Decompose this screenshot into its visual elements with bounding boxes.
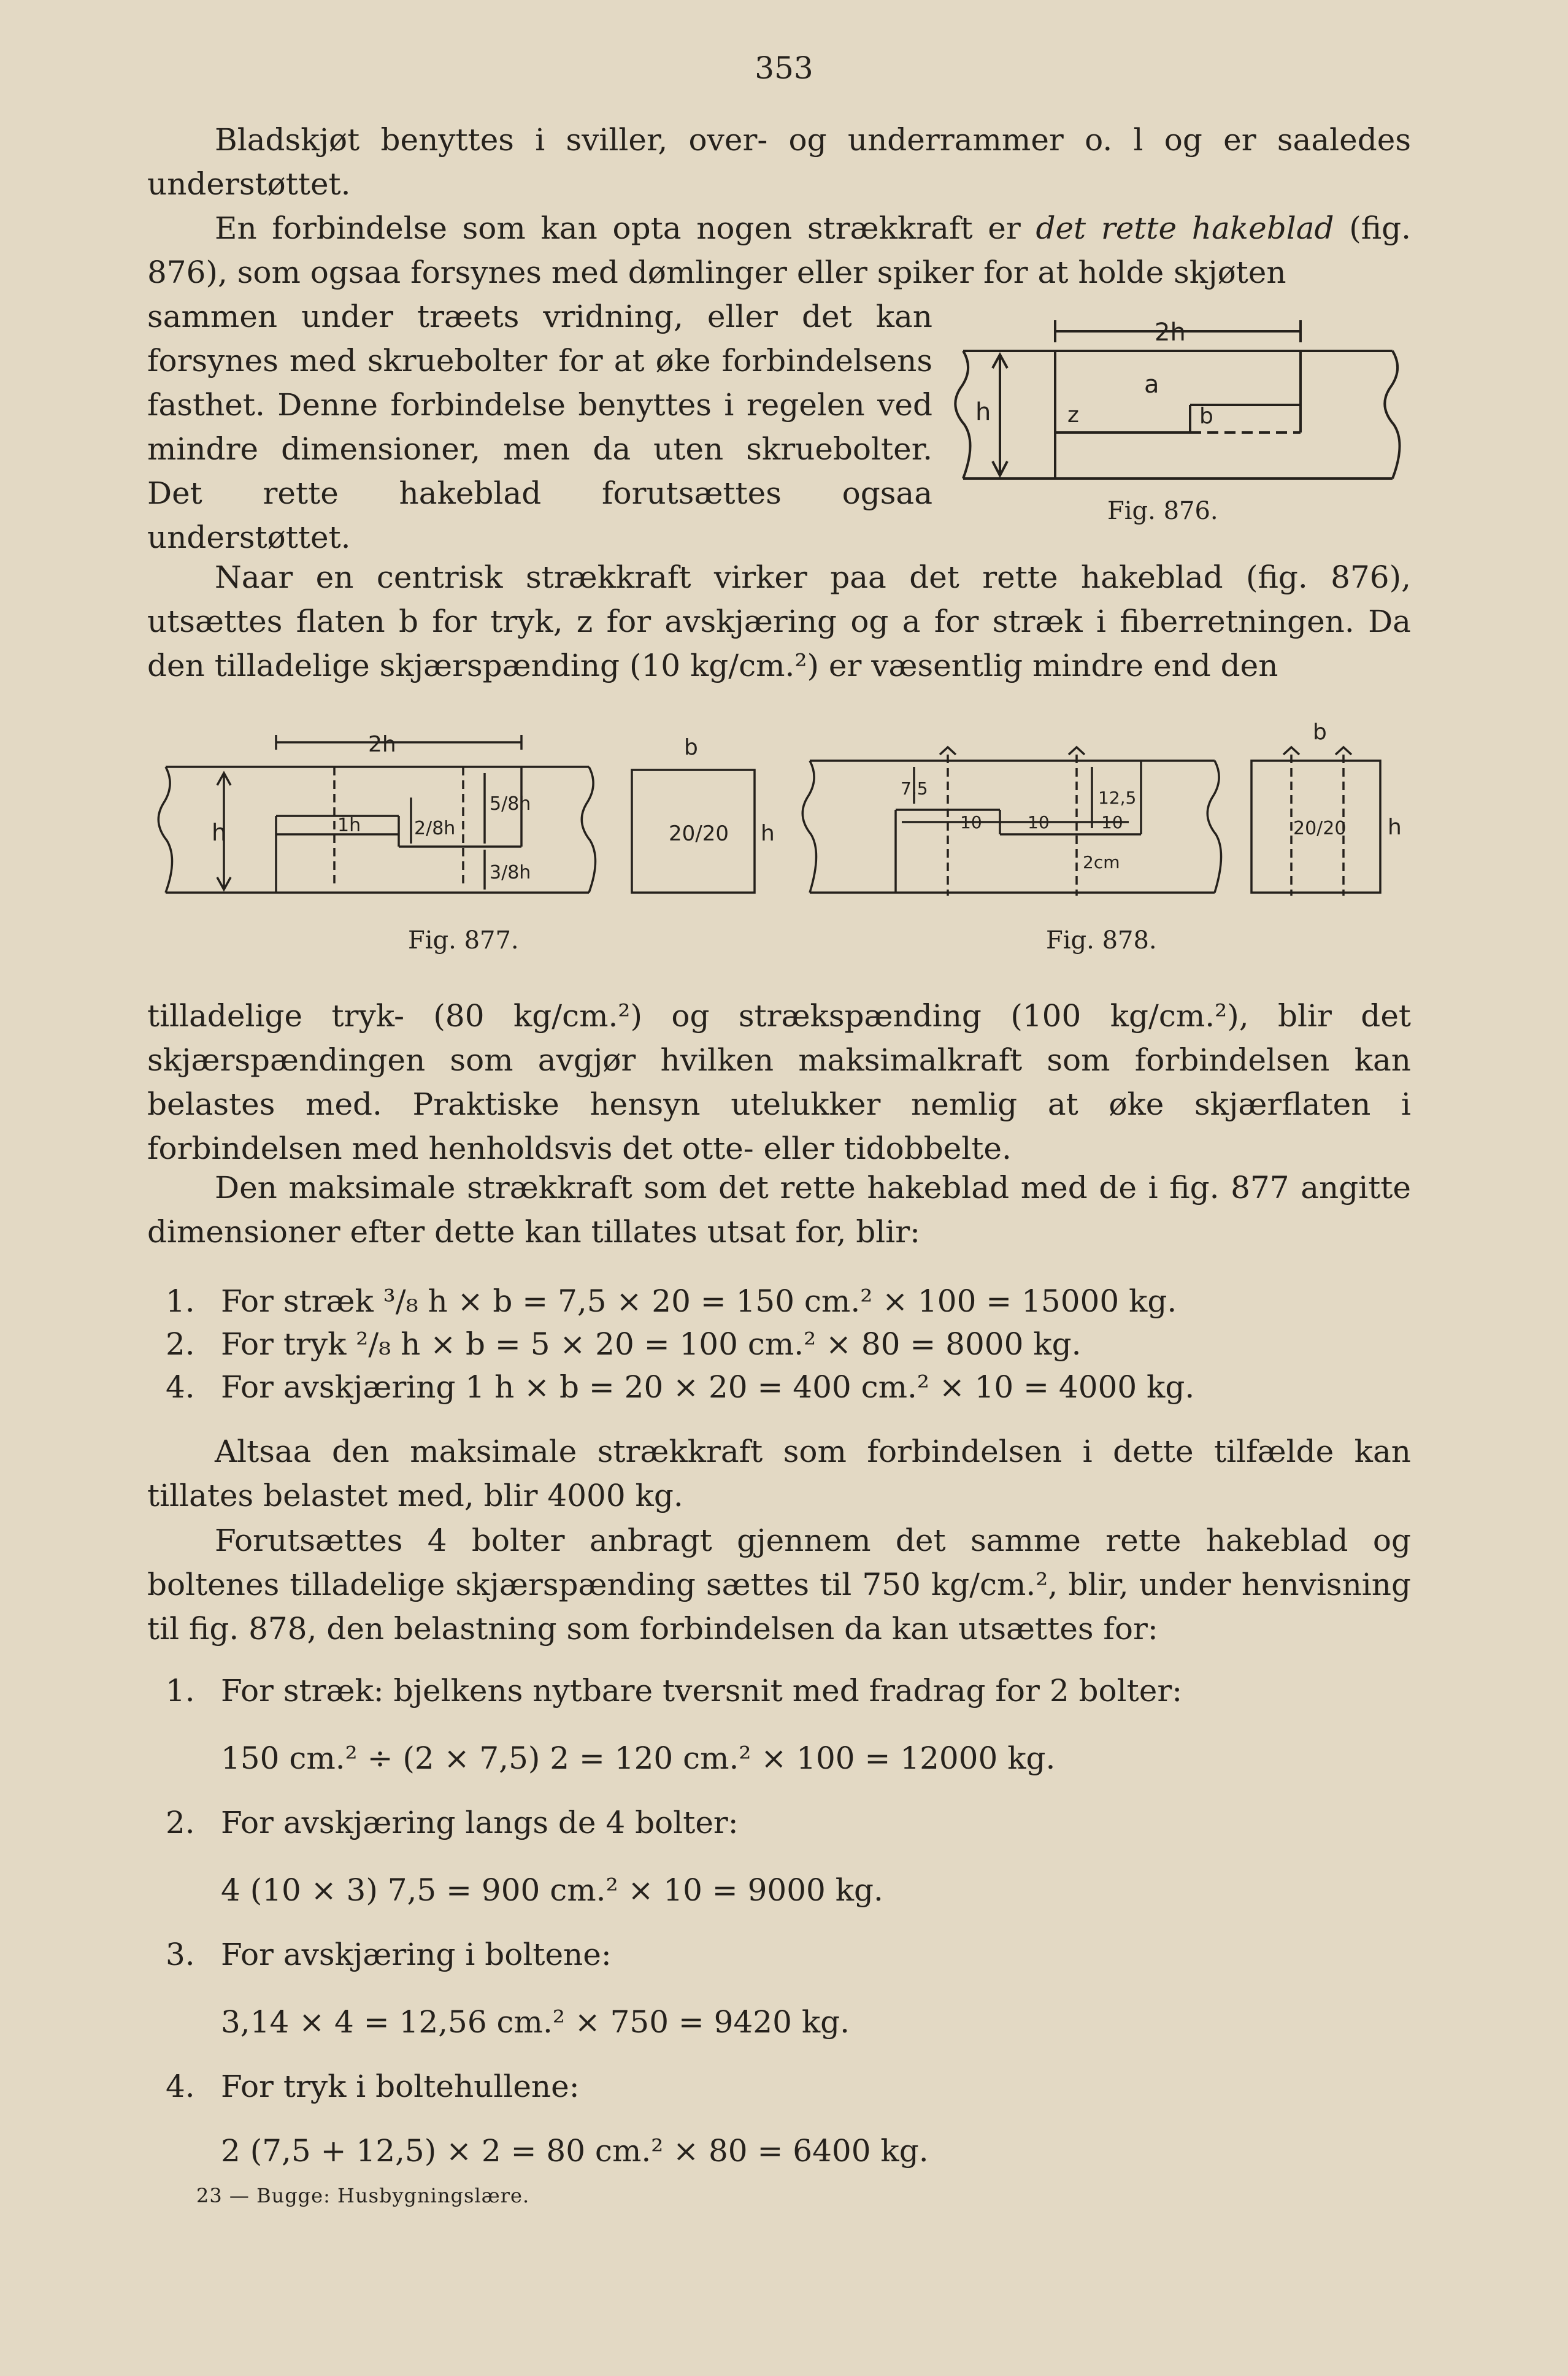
fig877-caption: Fig. 877. — [408, 926, 519, 955]
list1-item: 4. For avskjæring 1 h × b = 20 × 20 = 400 cm.² × 10 = 4000 kg. — [166, 1369, 1195, 1405]
fig877-label-3-8h: 3/8h — [490, 862, 531, 883]
fig876-label-a: a — [1144, 371, 1159, 399]
figure-877 — [153, 718, 779, 920]
paragraph-6: Altsaa den maksimale strækkraft som forbindelsen i dette tilfælde kan tillates belastet med, blir 4000 kg. — [147, 1434, 1411, 1513]
fig876-label-width: 2h — [1155, 318, 1186, 347]
fig878-label-h: h — [1388, 815, 1402, 840]
fig878-label-125: 12,5 — [1098, 788, 1137, 808]
fig878-caption: Fig. 878. — [1046, 926, 1157, 955]
fig877-label-5-8h: 5/8h — [490, 793, 531, 815]
figure-876 — [939, 307, 1405, 528]
paragraph-1: Bladskjøt benyttes i sviller, over- og underrammer o. l og er saaledes understøttet. — [147, 122, 1411, 202]
fig877-label-section: 20/20 — [669, 821, 729, 846]
paragraph-2-body: sammen under træets vridning, eller det kan forsynes med skruebolter for at øke forbindelsens fasthet. Denne forbindelse benyttes i regelen ved mindre dimensioner, men da uten skruebolter. Det rette hakeblad forutsættes ogsaa understøttet. — [147, 299, 932, 555]
list2-item-head: 1. For stræk: bjelkens nytbare tversnit med fradrag for 2 bolter: — [166, 1673, 1183, 1709]
list2-item-calc: 3,14 × 4 = 12,56 cm.² × 750 = 9420 kg. — [221, 2004, 850, 2040]
list2-item-head: 3. For avskjæring i boltene: — [166, 1937, 612, 1972]
list1-item: 2. For tryk ²/₈ h × b = 5 × 20 = 100 cm.² × 80 = 8000 kg. — [166, 1326, 1082, 1362]
list1-item: 1. For stræk ³/₈ h × b = 7,5 × 20 = 150 cm.² × 100 = 15000 kg. — [166, 1283, 1177, 1319]
list2-item-head: 2. For avskjæring langs de 4 bolter: — [166, 1805, 739, 1840]
fig877-label-h2: h — [761, 821, 775, 846]
paragraph-7: Forutsættes 4 bolter anbragt gjennem det samme rette hakeblad og boltenes tilladelige skjærspænding sættes til 750 kg/cm.², blir, under henvisning til fig. 878, den belastning som forbindelsen da kan utsættes for: — [147, 1523, 1411, 1647]
fig877-label-2-8h: 2/8h — [414, 818, 456, 839]
paragraph-5: Den maksimale strækkraft som det rette hakeblad med de i fig. 877 angitte dimensioner efter dette kan tillates utsat for, blir: — [147, 1170, 1411, 1250]
term-rette-hakeblad: det rette hakeblad — [1036, 210, 1334, 246]
fig876-label-b: b — [1199, 404, 1213, 429]
fig876-caption: Fig. 876. — [1107, 497, 1218, 525]
fig878-label-2cm: 2cm — [1083, 852, 1120, 872]
fig878-label-10b: 10 — [1028, 812, 1050, 832]
paragraph-2-intro: En forbindelse som kan opta nogen strækkraft er det rette hakeblad (fig. 876), som ogsaa forsynes med dømlinger eller spiker for at holde skjøten — [147, 210, 1411, 290]
fig877-label-h: h — [212, 819, 227, 846]
list2-item-calc: 150 cm.² ÷ (2 × 7,5) 2 = 120 cm.² × 100 = 12000 kg. — [221, 1740, 1056, 1776]
fig876-label-z: z — [1067, 402, 1079, 428]
list2-item-head: 4. For tryk i boltehullene: — [166, 2069, 580, 2104]
paragraph-3: Naar en centrisk strækkraft virker paa det rette hakeblad (fig. 876), utsættes flaten b for tryk, z for avskjæring og a for stræk i fiberretningen. Da den tilladelige skjærspænding (10 kg/cm.²) er væsentlig mindre end den — [147, 559, 1411, 683]
fig878-label-section: 20/20 — [1293, 818, 1347, 839]
fig878-label-75: 7,5 — [901, 779, 928, 799]
fig878-label-10c: 10 — [1101, 812, 1123, 832]
paragraph-4: tilladelige tryk- (80 kg/cm.²) og strækspænding (100 kg/cm.²), blir det skjærspændingen som avgjør hvilken maksimalkraft som forbindelsen kan belastes med. Praktiske hensyn utelukker nemlig at øke skjærflaten i forbindelsen med henholdsvis det otte- eller tidobbelte. — [147, 998, 1411, 1166]
fig876-label-h: h — [975, 398, 991, 426]
fig877-label-width: 2h — [368, 732, 396, 757]
page-footer: 23 — Bugge: Husbygningslære. — [196, 2184, 530, 2207]
list2-item-calc: 2 (7,5 + 12,5) × 2 = 80 cm.² × 80 = 6400 kg. — [221, 2133, 929, 2169]
list2-item-calc: 4 (10 × 3) 7,5 = 900 cm.² × 10 = 9000 kg. — [221, 1872, 883, 1908]
fig878-label-10a: 10 — [960, 812, 982, 832]
fig877-label-1h: 1h — [337, 815, 361, 836]
page-number: 353 — [755, 50, 813, 86]
figure-878 — [797, 718, 1411, 920]
fig877-label-b: b — [684, 735, 698, 760]
fig878-label-b: b — [1313, 720, 1327, 745]
